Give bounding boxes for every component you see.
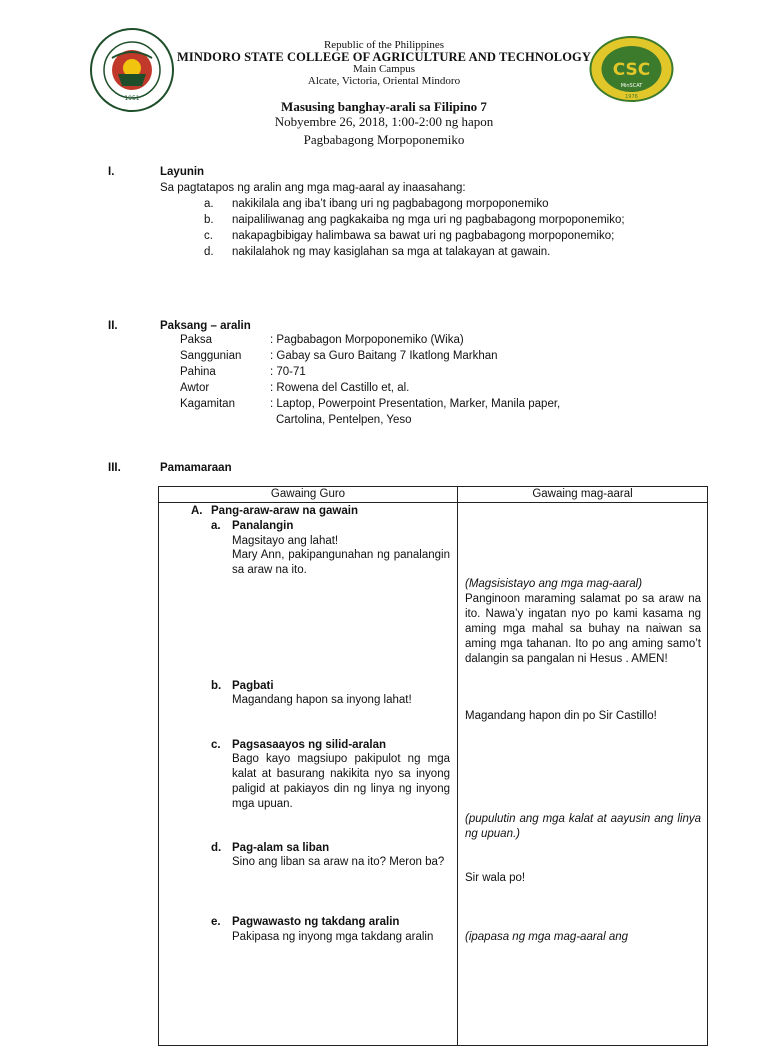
subject-matter-value: : Pagbabagon Morpoponemiko (Wika) [270,334,464,346]
teacher-line: Bago kayo magsiupo pakipulot ng mga kalat at basurang nakikita nyo sa inyong paligid at pakiayos din ng linya ng inyong mga upuan. [232,753,450,810]
objective-text: naipaliliwanag ang pagkakaiba ng mga uri ng pagbabagong morpoponemiko; [232,214,625,226]
student-response: Magandang hapon din po Sir Castillo! [465,710,657,722]
objective-text: nakilalahok ng may kasiglahan sa mga at talakayan at gawain. [232,246,551,258]
objective-letter: c. [204,230,213,242]
step-letter: c. [211,739,221,751]
objective-text: nakikilala ang iba’t ibang uri ng pagbabagong morpoponemiko [232,198,549,210]
objective-text: nakapagbibigay halimbawa sa bawat uri ng pagbabagong morpoponemiko; [232,230,615,242]
student-response: Sir wala po! [465,872,526,884]
address-line: Alcate, Victoria, Oriental Mindoro [307,75,461,87]
section3-roman: III. [108,462,121,474]
section1-roman: I. [108,166,115,178]
column-divider [457,487,458,1045]
svg-text:CSC: CSC [612,60,651,80]
step-letter: d. [211,842,222,854]
teacher-line: Mary Ann, pakipangunahan ng panalangin sa araw na ito. [232,549,450,576]
svg-text:MinSCAT: MinSCAT [620,83,643,89]
student-note: (Magsisistayo ang mga mag-aaral) [465,578,643,590]
lesson-plan-title: Masusing banghay-arali sa Filipino 7 [281,99,487,114]
step-title: Panalangin [232,520,294,532]
lesson-topic: Pagbabagong Morpoponemiko [303,132,465,147]
step-letter: a. [211,520,221,532]
student-note: (ipapasa ng mga mag-aaral ang [465,931,629,943]
step-title: Pagsasaayos ng silid-aralan [232,739,387,751]
step-letter: e. [211,916,221,928]
subject-matter-value: : Laptop, Powerpoint Presentation, Marker, Manila paper, [270,398,561,410]
subject-matter-key: Pahina [180,366,216,378]
subject-matter-key: Sanggunian [180,350,242,362]
campus-line: Main Campus [352,63,416,75]
svg-text:1976: 1976 [625,94,638,100]
student-note: (pupulutin ang mga kalat at aayusin ang linya ng upuan.) [465,813,701,840]
part-title: Pang-araw-araw na gawain [211,505,358,517]
college-name: MINDORO STATE COLLEGE OF AGRICULTURE AND TECHNOLOGY [177,50,591,64]
section1-intro: Sa pagtatapos ng aralin ang mga mag-aaral ay inaasahang: [160,182,466,194]
section2-roman: II. [108,320,118,332]
teacher-line: Magandang hapon sa inyong lahat! [232,694,412,706]
header-teacher-activity: Gawaing Guro [270,488,346,500]
step-title: Pagwawasto ng takdang aralin [232,916,400,928]
teacher-line: Pakipasa ng inyong mga takdang aralin [232,931,434,943]
student-response: Panginoon maraming salamat po sa araw na ito. Nawa’y ingatan nyo po kami kasama ng aming mga mahal sa buhay na naiwan sa aming mga tahanan. Ito po ang aming samo’t dalangin sa pangalan ni Hesus . AMEN! [465,593,701,665]
subject-matter-key: Awtor [180,382,210,394]
procedure-table [158,486,708,1046]
part-letter: A. [191,505,203,517]
objective-letter: d. [204,246,214,258]
materials-continuation: Cartolina, Pentelpen, Yeso [276,414,412,426]
objective-letter: a. [204,198,214,210]
subject-matter-key: Paksa [180,334,212,346]
teacher-line: Sino ang liban sa araw na ito? Meron ba? [232,856,445,868]
section1-title: Layunin [160,166,205,178]
step-letter: b. [211,680,222,692]
header-student-activity: Gawaing mag-aaral [532,488,633,500]
objective-letter: b. [204,214,214,226]
republic-line: Republic of the Philippines [323,39,445,51]
subject-matter-value: : 70-71 [270,366,306,378]
svg-text:1951: 1951 [124,95,140,102]
subject-matter-value: : Gabay sa Guro Baitang 7 Ikatlong Markhan [270,350,498,362]
section2-title: Paksang – aralin [160,320,251,332]
subject-matter-key: Kagamitan [180,398,235,410]
step-title: Pagbati [232,680,274,692]
step-title: Pag-alam sa liban [232,842,330,854]
section3-title: Pamamaraan [160,462,232,474]
lesson-date: Nobyembre 26, 2018, 1:00-2:00 ng hapon [274,114,494,129]
subject-matter-value: : Rowena del Castillo et, al. [270,382,410,394]
teacher-line: Magsitayo ang lahat! [232,535,339,547]
